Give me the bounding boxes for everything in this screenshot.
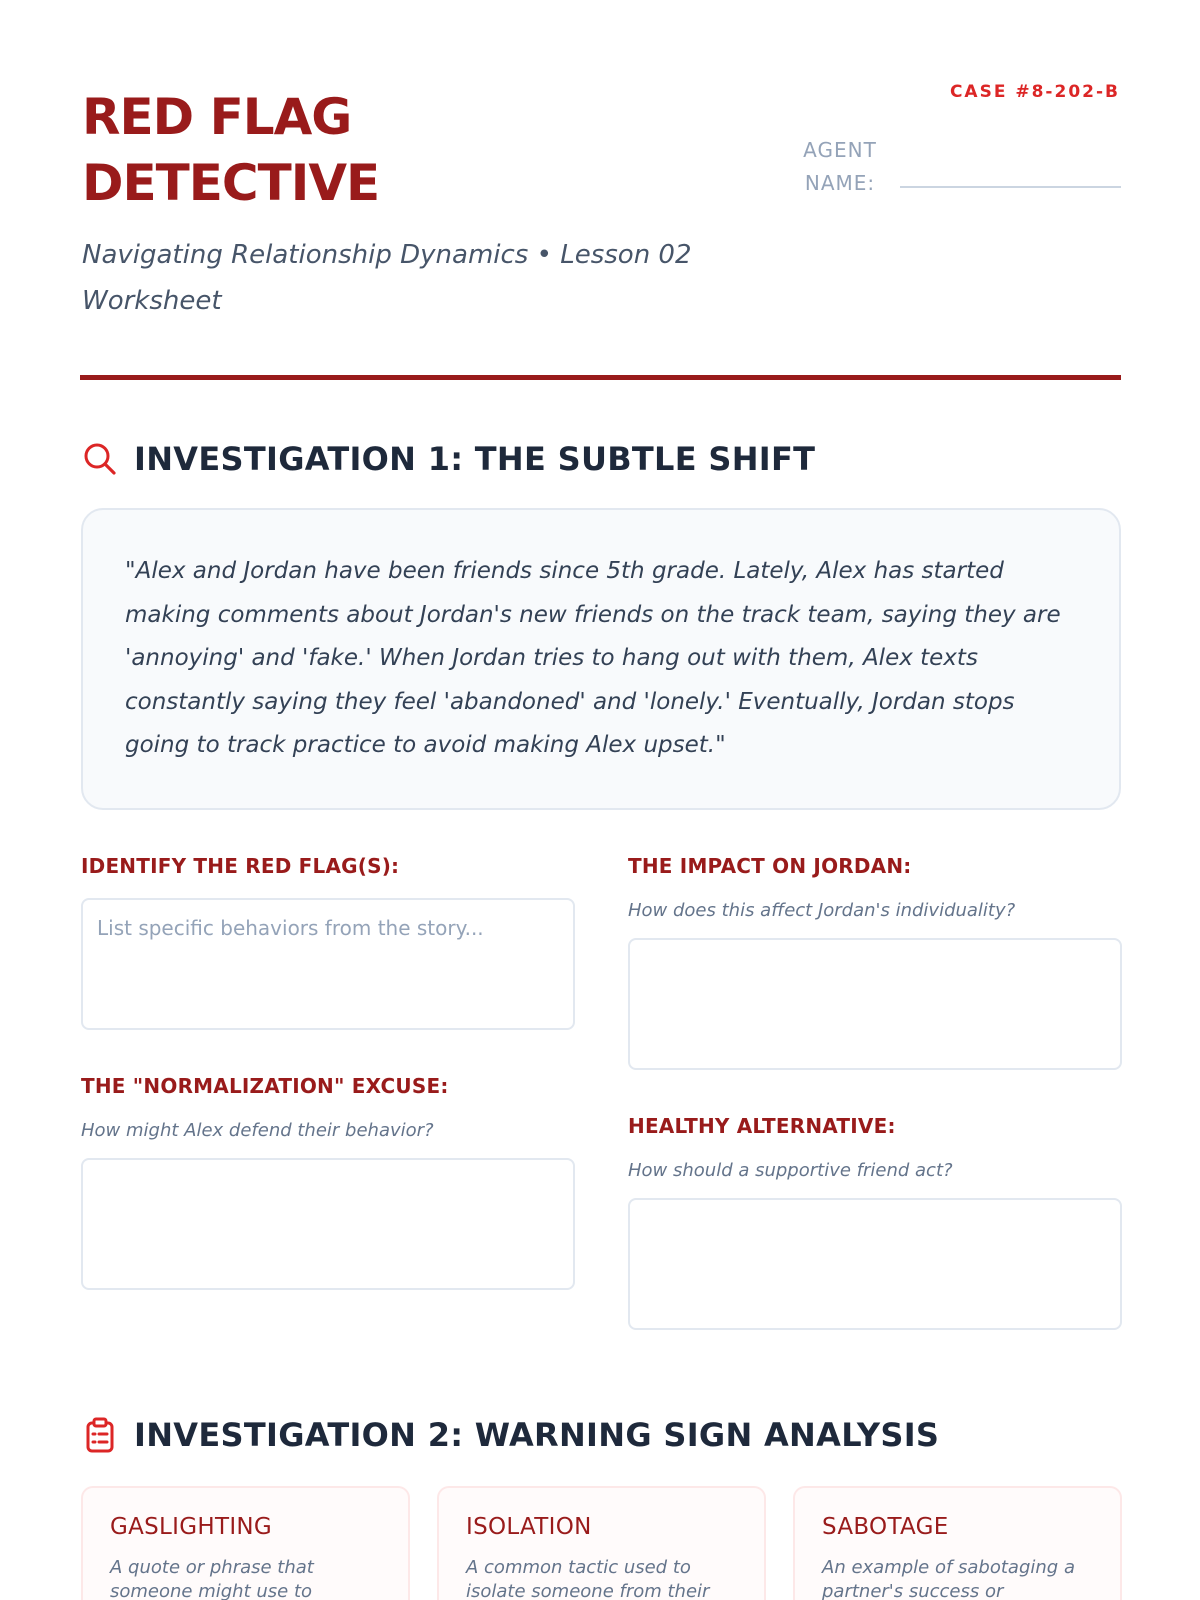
agent-name-label xyxy=(790,134,890,200)
warning-card-sabotage xyxy=(793,1486,1122,1600)
warning-card-description: A common tactic used to isolate someone from their xyxy=(466,1557,710,1600)
title-line-2: DETECTIVE xyxy=(82,154,380,212)
header-divider xyxy=(80,375,1121,380)
agent-label-line-2: NAME: xyxy=(804,171,876,195)
warning-card-isolation xyxy=(437,1486,766,1600)
case-number: CASE #8-202-B xyxy=(949,82,1120,102)
case-story-text: "Alex and Jordan have been friends since 5th grade. Lately, Alex has started making comments about Jordan's new friends on the track team, saying they are 'annoying' and 'fake.' When Jordan tries to hang out with them, Alex texts constantly saying they feel 'abandoned' and 'lonely.' Eventually, Jordan stops going to track practice to avoid making Alex upset." xyxy=(125,558,1061,758)
normalization-label: THE "NORMALIZATION" EXCUSE: xyxy=(81,1074,449,1098)
red-flags-label: IDENTIFY THE RED FLAG(S): xyxy=(81,854,400,878)
investigation-2-heading xyxy=(82,1416,939,1454)
investigation-2-title: INVESTIGATION 2: WARNING SIGN ANALYSIS xyxy=(134,1416,940,1454)
healthy-alternative-input[interactable] xyxy=(628,1198,1122,1330)
warning-card-title: GASLIGHTING xyxy=(110,1514,273,1540)
warning-card-gaslighting xyxy=(81,1486,410,1600)
agent-name-field[interactable] xyxy=(900,186,1121,188)
agent-label-line-1: AGENT xyxy=(803,138,877,162)
impact-label: THE IMPACT ON JORDAN: xyxy=(628,854,912,878)
impact-input[interactable] xyxy=(628,938,1122,1070)
warning-card-title: ISOLATION xyxy=(466,1514,592,1540)
warning-card-title: SABOTAGE xyxy=(822,1514,949,1540)
investigation-1-heading xyxy=(82,440,815,478)
case-story-box xyxy=(81,508,1121,810)
normalization-input[interactable] xyxy=(81,1158,575,1290)
clipboard-icon xyxy=(82,1417,118,1453)
warning-card-description: An example of sabotaging a partner's success or xyxy=(822,1557,1075,1600)
red-flags-input[interactable] xyxy=(81,898,575,1030)
investigation-1-title: INVESTIGATION 1: THE SUBTLE SHIFT xyxy=(134,440,816,478)
title-line-1: RED FLAG xyxy=(82,88,352,146)
impact-hint: How does this affect Jordan's individuality? xyxy=(628,900,1016,921)
magnifier-icon xyxy=(82,441,118,477)
healthy-alternative-hint: How should a supportive friend act? xyxy=(628,1160,953,1181)
warning-card-description: A quote or phrase that someone might use to xyxy=(110,1557,314,1600)
page-title xyxy=(82,84,782,216)
page-subtitle: Navigating Relationship Dynamics • Lesson 02 Worksheet xyxy=(82,240,692,316)
normalization-hint: How might Alex defend their behavior? xyxy=(81,1120,434,1141)
healthy-alternative-label: HEALTHY ALTERNATIVE: xyxy=(628,1114,896,1138)
